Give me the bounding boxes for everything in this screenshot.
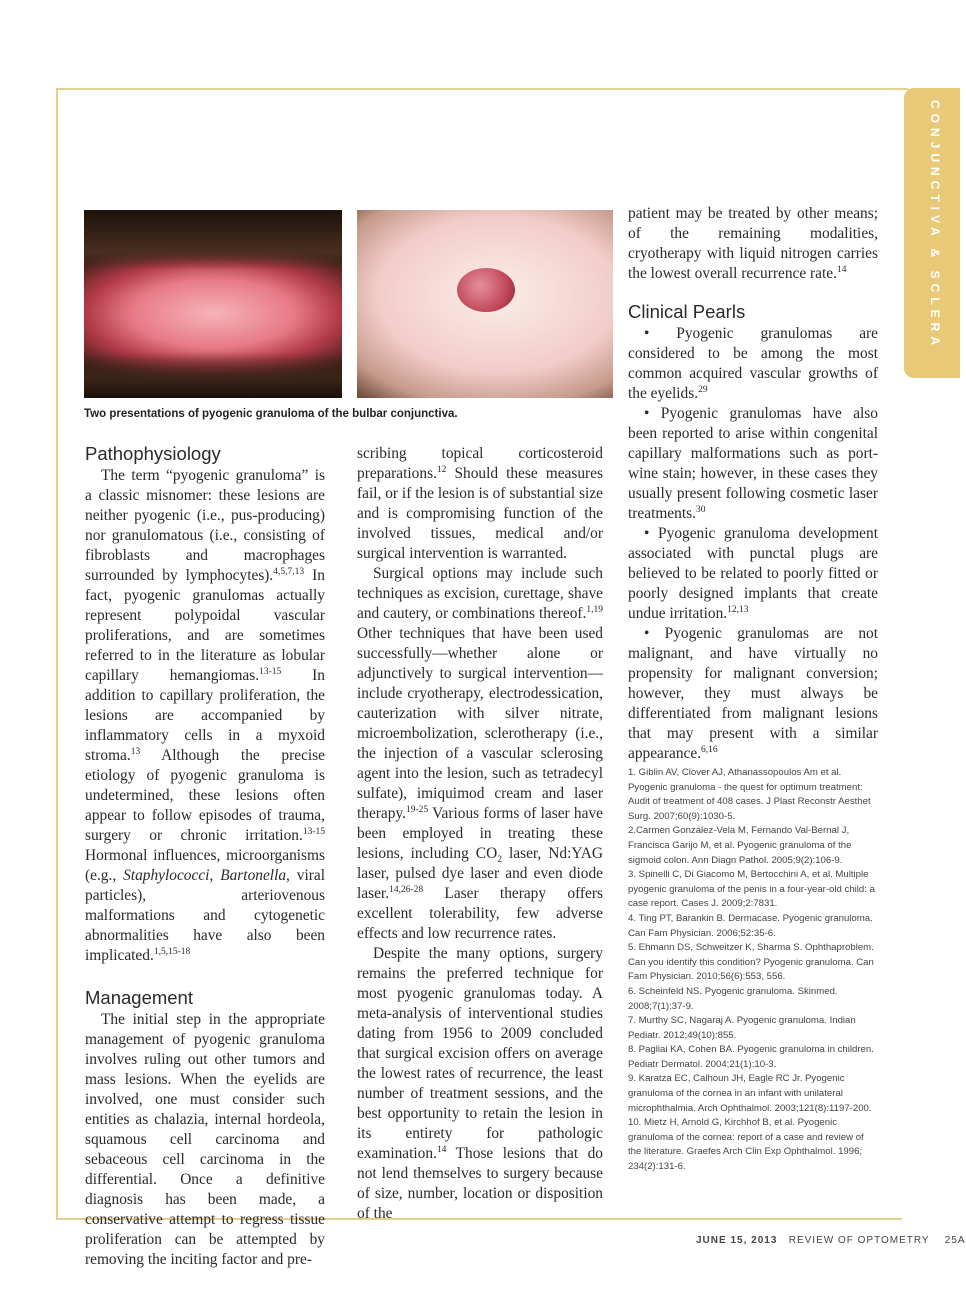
heading-pathophysiology: Pathophysiology — [85, 443, 221, 464]
reference-item: 2.Carmen González-Vela M, Fernando Val-Bernal J, Francisca Garijo M, et al. Pyogenic granuloma of the sigmoid colon. Ann Diagn Pathol. 2005;9(2):106-9. — [628, 825, 852, 866]
heading-management: Management — [85, 987, 193, 1008]
photo-eyelid-top — [84, 210, 342, 270]
pearl-item: • Pyogenic granulomas are considered to be among the most common acquired vascular growths of the eyelids.$^{29}$ — [628, 325, 878, 402]
reference-item: 8. Pagliai KA, Cohen BA. Pyogenic granuloma in children. Pediatr Dermatol. 2004;21(1):10-3. — [628, 1044, 874, 1070]
section-tab-label: CONJUNCTIVA & SCLERA — [928, 100, 942, 351]
col2-paragraph-3: Despite the many options, surgery remains the preferred technique for most pyogenic granulomas today. A meta-analysis of interventional studies dating from 1956 to 2009 concluded that surgical excision offers on average the lowest rates of recurrence, the least number of treatment sessions, and the best opportunity to retain the lesion in its entirety for pathologic examination.$^{14}$ Those lesions that do not lend themselves to surgery because of size, number, location or disposition of the — [357, 945, 603, 1222]
col2-paragraph-1: scribing topical corticosteroid preparations.$^{12}$ Should these measures fail, or if the lesion is of substantial size and is compromising function of the involved tissues, medical and/or surgical intervention is warranted. — [357, 445, 603, 562]
management-paragraph: The initial step in the appropriate management of pyogenic granuloma involves ruling out other tumors and mass lesions. When the eyelids are involved, one must consider such entities as chalazia, internal hordeola, squamous cell carcinoma and sebaceous cell carcinoma in the differential. Once a definitive diagnosis has been made, a conservative attempt to regress tissue proliferation can be attempted by removing the inciting factor and pre- — [85, 1011, 325, 1268]
reference-item: 5. Ehmann DS, Schweitzer K, Sharma S. Ophthaproblem. Can you identify this condition? Pyogenic granuloma. Can Fam Physician. 2010;56(6):553, 556. — [628, 942, 874, 983]
references-list — [628, 766, 878, 1175]
pearl-item: • Pyogenic granulomas have also been reported to arise within congenital capillary malformations such as port-wine stain; however, in these cases they usually present following cosmetic laser treatments.$^{30}$ — [628, 405, 878, 522]
col3-paragraph-1: patient may be treated by other means; of the remaining modalities, cryotherapy with liquid nitrogen carries the lowest overall recurrence rate.$^{14}$ — [628, 205, 878, 282]
page-footer — [696, 1235, 966, 1246]
col2-paragraph-2: Surgical options may include such techniques as excision, curettage, shave and cautery, or combinations thereof.$^{1,19}$ Other techniques that have been used successfully—whether alone or adjunctively to surgical intervention—include cryotherapy, electrodessication, cauterization with silver nitrate, microembolization, sclerotherapy (i.e., the injection of a vascular sclerosing agent into the lesion, such as tetradecyl sulfate), imiquimod cream and laser therapy.$^{19-25}$ Various forms of laser have been employed in treating these lesions, including $CO_2$ laser, Nd:YAG laser, pulsed dye laser and even diode laser.$^{14,26-28}$ Laser therapy offers excellent tolerability, few adverse effects and low recurrence rates. — [357, 565, 604, 942]
patho-paragraph-1: The term “pyogenic granuloma” is a classic misnomer: these lesions are neither pyogenic (i.e., pus-producing) nor granulomatous (i.e., consisting of fibroblasts and macrophages surrounded by lymphocytes).$^{4,5,7,13}$ In fact, pyogenic granulomas actually represent polypoidal vascular proliferations, and are sometimes referred to in the literature as lobular capillary hemangiomas.$^{13-15}$ In addition to capillary proliferation, the lesions are accompanied by inflammatory cells in a myxoid stroma.$^{13}$ Although the precise etiology of pyogenic granuloma is undetermined, these lesions often appear to follow episodes of trauma, surgery or chronic irritation.$^{13-15}$ Hormonal influences, microorganisms (e.g., Staphylococci, Bartonella, viral particles), arteriovenous malformations and cytogenetic abnormalities have also been implicated.$^{1,5,15-18}$ — [85, 467, 326, 964]
reference-item: 4. Ting PT, Barankin B. Dermacase. Pyogenic granuloma. Can Fam Physician. 2006;52:35-6. — [628, 912, 873, 939]
photo-lesion — [457, 268, 515, 312]
photo-caption: Two presentations of pyogenic granuloma of the bulbar conjunctiva. — [84, 408, 458, 420]
column-2 — [357, 444, 603, 1224]
reference-item: 3. Spinelli C, Di Giacomo M, Bertocchini A, et al. Multiple pyogenic granuloma of the penis in a four-year-old child: a case report. Cases J. 2009;2:7831. — [628, 869, 875, 910]
pearl-item: • Pyogenic granulomas are not malignant, and have virtually no propensity for malignant conversion; however, they must always be differentiated from malignant lesions that may present with a similar appearance.$^{6,16}$ — [628, 625, 878, 762]
footer-date: JUNE 15, 2013 — [696, 1235, 778, 1246]
reference-item: 1. Giblin AV, Clover AJ, Athanassopoulos Am et al. Pyogenic granuloma - the quest for optimum treatment: Audit of treatment of 408 cases. J Plast Reconstr Aesthet Surg. 2007;60(9):1030-5. — [628, 767, 871, 822]
heading-clinical-pearls: Clinical Pearls — [628, 301, 746, 322]
reference-item: 10. Mietz H, Arnold G, Kirchhof B, et al. Pyogenic granuloma of the cornea: report of a case and review of the literature. Graefes Arch Clin Exp Ophthalmol. 1996; 234(2):131-6. — [628, 1117, 864, 1173]
footer-publication: REVIEW OF OPTOMETRY — [788, 1235, 930, 1246]
column-3 — [628, 204, 878, 764]
footer-page-number: 25A — [944, 1235, 966, 1246]
reference-item: 7. Murthy SC, Nagaraj A. Pyogenic granuloma. Indian Pediatr. 2012;49(10):855. — [628, 1015, 856, 1041]
photo-eyelid-bottom — [84, 352, 342, 398]
pearl-item: • Pyogenic granuloma development associated with punctal plugs are believed to be related to poorly fitted or poorly designed implants that create undue irritation.$^{12,13}$ — [628, 525, 878, 622]
reference-item: 6. Scheinfeld NS. Pyogenic granuloma. Skinmed. 2008;7(1):37-9. — [628, 985, 838, 1012]
column-1 — [85, 442, 325, 1270]
reference-item: 9. Karatza EC, Calhoun JH, Eagle RC Jr. Pyogenic granuloma of the cornea in an infant with unilateral microphthalmia. Arch Ophthalmol. 2003;121(8):1197-200. — [628, 1073, 872, 1114]
